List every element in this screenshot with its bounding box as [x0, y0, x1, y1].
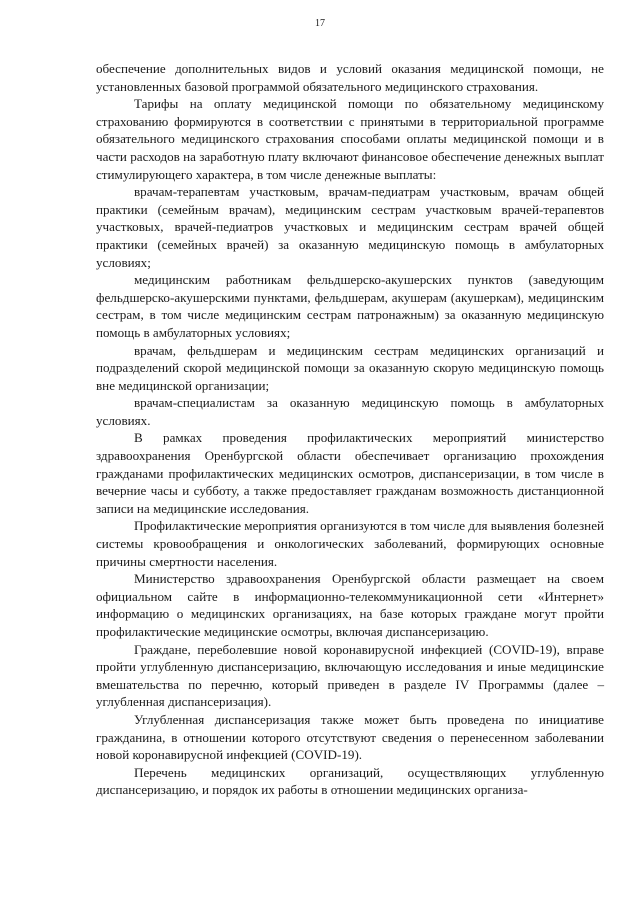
paragraph-ministry-website: Министерство здравоохранения Оренбургской области размещает на своем официальном сайте в информационно-телекоммуникационной сети «Интернет» информацию о медицинских организациях, на базе которых граждане могут пройти профилактические медицинские осмотры, включая диспансеризацию. — [96, 571, 604, 639]
page-number: 17 — [315, 18, 325, 29]
paragraph-list-feldsher-points: медицинским работникам фельдшерско-акушерских пунктов (заведующим фельдшерско-акушерскими пунктами, фельдшерам, акушерам (акушеркам), медицинским сестрам, в том числе медицинским сестрам патронажным) за оказанную медицинскую помощь в амбулаторных условиях; — [96, 272, 604, 340]
paragraph-tariffs: Тарифы на оплату медицинской помощи по обязательному медицинскому страхованию формируются в соответствии с принятыми в территориальной программе обязательного медицинского страхования способами оплаты медицинской помощи и в части расходов на заработную плату включают финансовое обеспечение денежных выплат стимулирующего характера, в том числе денежные выплаты: — [96, 96, 604, 182]
paragraph-deep-screening-initiative: Углубленная диспансеризация также может быть проведена по инициативе гражданина, в отношении которого отсутствуют сведения о перенесенном заболевании новой коронавирусной инфекцией (COVID-19). — [96, 711, 604, 763]
paragraph-continuation: обеспечение дополнительных видов и условий оказания медицинской помощи, не установленных базовой программой обязательного медицинского страхования. — [96, 61, 604, 94]
paragraph-list-district-doctors: врачам-терапевтам участковым, врачам-педиатрам участковым, врачам общей практики (семейным врачам), медицинским сестрам участковым врачей-терапевтов участковых, врачей-педиатров участковых и медицинским сестрам врачей общей практики (семейных врачей) за оказанную медицинскую помощь в амбулаторных условиях; — [96, 184, 604, 270]
paragraph-organizations-list: Перечень медицинских организаций, осуществляющих углубленную диспансеризацию, и порядок их работы в отношении медицинских организа- — [96, 764, 604, 798]
document-body — [96, 60, 604, 799]
paragraph-list-ambulance: врачам, фельдшерам и медицинским сестрам медицинских организаций и подразделений скорой медицинской помощи за оказанную скорую медицинскую помощь вне медицинской организации; — [96, 342, 604, 393]
paragraph-preventive-measures: В рамках проведения профилактических мероприятий министерство здравоохранения Оренбургской области обеспечивает организацию прохождения гражданами профилактических медицинских осмотров, диспансеризации, в том числе в вечерние часы и субботу, а также предоставляет гражданам возможность дистанционной записи на медицинские исследования. — [96, 430, 604, 516]
paragraph-preventive-purpose: Профилактические мероприятия организуются в том числе для выявления болезней системы кровообращения и онкологических заболеваний, формирующих основные причины смертности населения. — [96, 518, 605, 569]
paragraph-list-specialists: врачам-специалистам за оказанную медицинскую помощь в амбулаторных условиях. — [96, 395, 604, 428]
paragraph-covid-citizens: Граждане, переболевшие новой коронавирусной инфекцией (COVID-19), вправе пройти углубленную диспансеризацию, включающую исследования и иные медицинские вмешательства по перечню, который приведен в разделе IV Программы (далее – углубленная диспансеризация). — [96, 641, 604, 710]
